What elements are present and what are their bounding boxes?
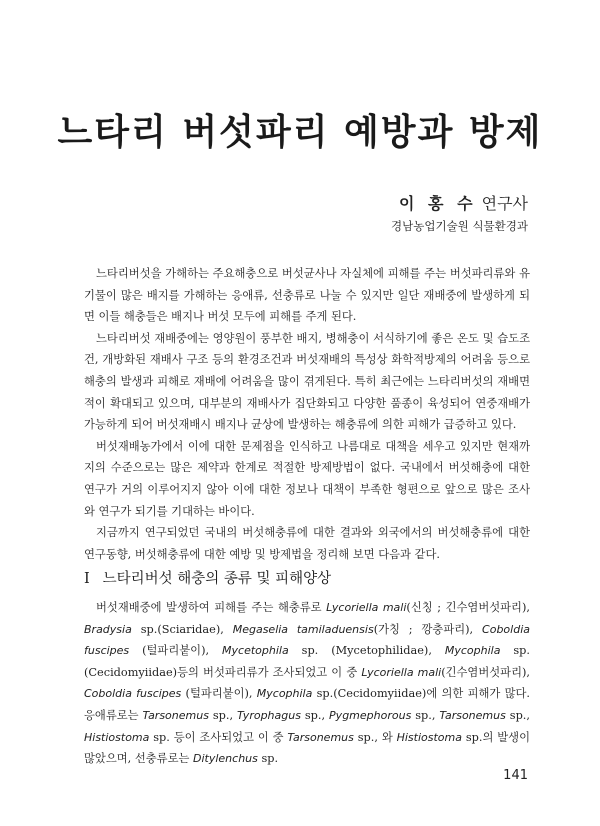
species-name: Tarsonemus: [287, 730, 354, 744]
intro-body: [84, 263, 530, 565]
author-affiliation: 경남농업기술원 식물환경과: [391, 219, 528, 233]
species-name: Histiostoma: [84, 730, 150, 744]
species-name: Mycophila: [444, 644, 501, 658]
section-paragraph: 버섯재배중에 발생하여 피해를 주는 해충류로 Lycoriella mali(신칭 ; 긴수염버섯파리), Bradysia sp.(Sciaridae), Megaselia tamiladuensis(가칭 ; 깡충파리), Coboldia fuscipes (털파리붙이), Mycetophila sp. (Mycetophilidae), Mycophila sp.(Cecidomyiidae)등의 버섯파리류가 조사되었고 이 중 Lycoriella mali(긴수염버섯파리), Coboldia fuscipes (털파리붙이), Mycophila sp.(Cecidomyiidae)에 의한 피해가 많다. 응애류로는 Tarsonemus sp., Tyrophagus sp., Pygmephorous sp., Tarsonemus sp., Histiostoma sp. 등이 조사되었고 이 중 Tarsonemus sp., 와 Histiostoma sp.의 발생이 많았으며, 선충류로는 Ditylenchus sp.: [84, 601, 530, 766]
article-title: 느타리 버섯파리 예방과 방제: [57, 112, 543, 153]
species-name: Histiostoma: [396, 730, 462, 744]
species-name: Mycophila: [256, 687, 313, 701]
intro-paragraph-2: 느타리버섯 재배중에는 영양원이 풍부한 배지, 병해충이 서식하기에 좋은 온도 및 습도조건, 개방화된 재배사 구조 등의 환경조건과 버섯재배의 특성상 화학적방제의 어려움 등으로 해충의 발생과 피해로 재배에 어려움을 많이 겪게된다. 특히 최근에는 느타리버섯의 재배면적이 확대되고 있으며, 대부분의 재배사가 집단화되고 다양한 품종이 육성되어 연중재배가 가능하게 되어 버섯재배시 배지나 균상에 발생하는 해충류에 의한 피해가 급증하고 있다.: [84, 331, 530, 432]
species-name: Ditylenchus: [193, 752, 258, 766]
species-name: Megaselia tamiladuensis: [232, 622, 374, 636]
section-heading: [84, 567, 530, 588]
species-name: Coboldia fuscipes: [84, 687, 182, 701]
species-name: Tarsonemus: [142, 708, 209, 722]
section-body: [84, 597, 530, 770]
page-number: 141: [503, 768, 528, 783]
author-line: [399, 191, 528, 214]
species-name: Lycoriella mali: [361, 665, 442, 679]
species-name: Tyrophagus: [237, 708, 301, 722]
species-name: Mycetophila: [222, 644, 289, 658]
section-title: 느타리버섯 해충의 종류 및 피해양상: [102, 571, 332, 587]
author-name: 이 홍 수: [399, 194, 477, 213]
section-number: Ⅰ: [84, 571, 90, 587]
author-role: 연구사: [481, 194, 528, 213]
species-name: Tarsonemus: [439, 708, 506, 722]
species-name: Bradysia: [84, 622, 132, 636]
species-name: Pygmephorous: [329, 708, 412, 722]
intro-paragraph-1: 느타리버섯을 가해하는 주요해충으로 버섯균사나 자실체에 피해를 주는 버섯파리류와 유기물이 많은 배지를 가해하는 응애류, 선충류로 나눌 수 있지만 일단 재배중에 발생하게 되면 이들 해충들은 배지나 버섯 모두에 피해를 주게 된다.: [84, 267, 530, 324]
species-name: Lycoriella mali: [326, 601, 407, 614]
intro-paragraph-3: 버섯재배농가에서 이에 대한 문제점을 인식하고 나름대로 대책을 세우고 있지만 현재까지의 수준으로는 많은 제약과 한계로 적절한 방제방법이 없다. 국내에서 버섯해충에 대한 연구가 거의 이루어지지 않아 이에 대한 정보나 대책이 부족한 형편으로 앞으로 많은 조사와 연구가 되기를 기대하는 바이다.: [84, 439, 530, 518]
species-name: Coboldia fuscipes: [84, 622, 530, 658]
intro-paragraph-4: 지금까지 연구되었던 국내의 버섯해충류에 대한 결과와 외국에서의 버섯해충류에 대한 연구동향, 버섯해충류에 대한 예방 및 방제법을 정리해 보면 다음과 같다.: [84, 526, 530, 561]
